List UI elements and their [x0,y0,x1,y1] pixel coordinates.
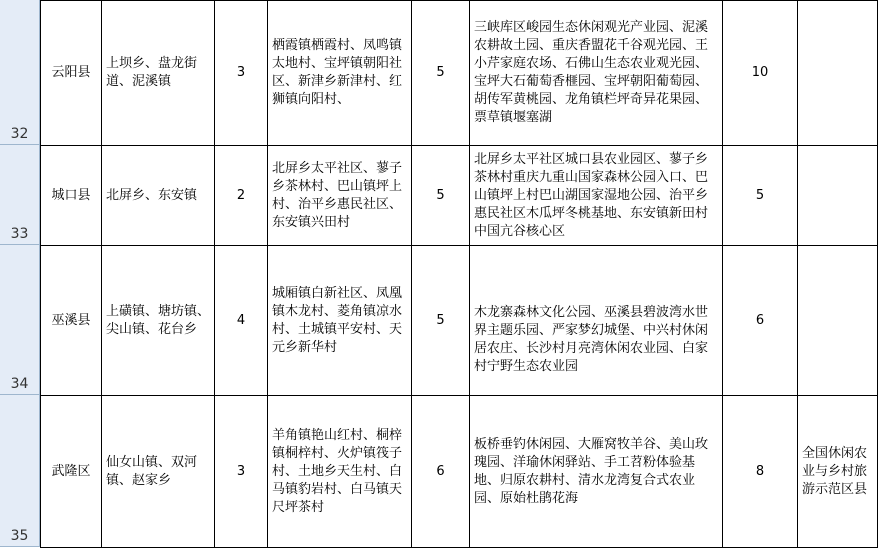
table-row [41,146,878,246]
row-number: 33 [10,226,29,242]
note-cell[interactable] [798,1,878,146]
towns-cell[interactable]: 上坝乡、盘龙街道、泥溪镇 [102,1,215,146]
towns-cell[interactable]: 北屏乡、东安镇 [102,146,215,246]
site-count-cell[interactable]: 10 [723,1,798,146]
note-cell[interactable] [798,146,878,246]
villages-cell[interactable]: 栖霞镇栖霞村、凤鸣镇太地村、宝坪镇朝阳社区、新津乡新津村、红狮镇向阳村、 [268,1,412,146]
row-header-33[interactable] [0,145,39,245]
row-header-35[interactable] [0,395,39,547]
county-cell[interactable]: 巫溪县 [41,246,102,396]
table-row [41,1,878,146]
village-count-cell[interactable]: 5 [412,246,470,396]
sites-cell[interactable]: 三峡库区峻园生态休闲观光产业园、泥溪农耕故土园、重庆香盟花千谷观光园、王小芹家庭农场、石佛山生态农业观光园、宝坪大石葡萄香榧园、宝坪朝阳葡萄园、胡传军黄桃园、龙角镇栏坪奇异花果园、票草镇堰塞湖 [470,1,723,146]
table-row [41,396,878,548]
site-count-cell[interactable]: 5 [723,146,798,246]
data-table [40,0,878,548]
row-number: 32 [10,126,29,142]
town-count-cell[interactable]: 4 [215,246,268,396]
town-count-cell[interactable]: 3 [215,1,268,146]
sites-cell[interactable]: 北屏乡太平社区城口县农业园区、蓼子乡茶林村重庆九重山国家森林公园入口、巴山镇坪上村巴山湖国家湿地公园、治平乡惠民社区木瓜坪冬桃基地、东安镇新田村中国亢谷核心区 [470,146,723,246]
villages-cell[interactable]: 北屏乡太平社区、蓼子乡茶林村、巴山镇坪上村、治平乡惠民社区、东安镇兴田村 [268,146,412,246]
row-header-34[interactable] [0,245,39,395]
row-number: 35 [10,528,29,544]
row-header-column [0,0,40,547]
towns-cell[interactable]: 上磺镇、塘坊镇、尖山镇、花台乡 [102,246,215,396]
site-count-cell[interactable]: 6 [723,246,798,396]
town-count-cell[interactable]: 3 [215,396,268,548]
site-count-cell[interactable]: 8 [723,396,798,548]
county-cell[interactable]: 云阳县 [41,1,102,146]
villages-cell[interactable]: 城厢镇白新社区、凤凰镇木龙村、菱角镇凉水村、土城镇平安村、天元乡新华村 [268,246,412,396]
town-count-cell[interactable]: 2 [215,146,268,246]
village-count-cell[interactable]: 6 [412,396,470,548]
county-cell[interactable]: 城口县 [41,146,102,246]
sites-cell[interactable]: 木龙寨森林文化公园、巫溪县碧波湾水世界主题乐园、严家梦幻城堡、中兴村休闲居农庄、长沙村月亮湾休闲农业园、白家村宁野生态农业园 [470,246,723,396]
village-count-cell[interactable]: 5 [412,1,470,146]
towns-cell[interactable]: 仙女山镇、双河镇、赵家乡 [102,396,215,548]
village-count-cell[interactable]: 5 [412,146,470,246]
row-header-32[interactable] [0,0,39,145]
table-row [41,246,878,396]
row-number: 34 [10,376,29,392]
county-cell[interactable]: 武隆区 [41,396,102,548]
note-cell[interactable] [798,246,878,396]
villages-cell[interactable]: 羊角镇艳山红村、桐梓镇桐梓村、火炉镇筏子村、土地乡天生村、白马镇豹岩村、白马镇天尺坪茶村 [268,396,412,548]
note-cell[interactable]: 全国休闲农业与乡村旅游示范区县 [798,396,878,548]
sites-cell[interactable]: 板桥垂钓休闲园、大雁窝牧羊谷、美山玫瑰园、洋瑜休闲驿站、手工苕粉体验基地、归原农耕村、清水龙湾复合式农业园、原始杜鹃花海 [470,396,723,548]
